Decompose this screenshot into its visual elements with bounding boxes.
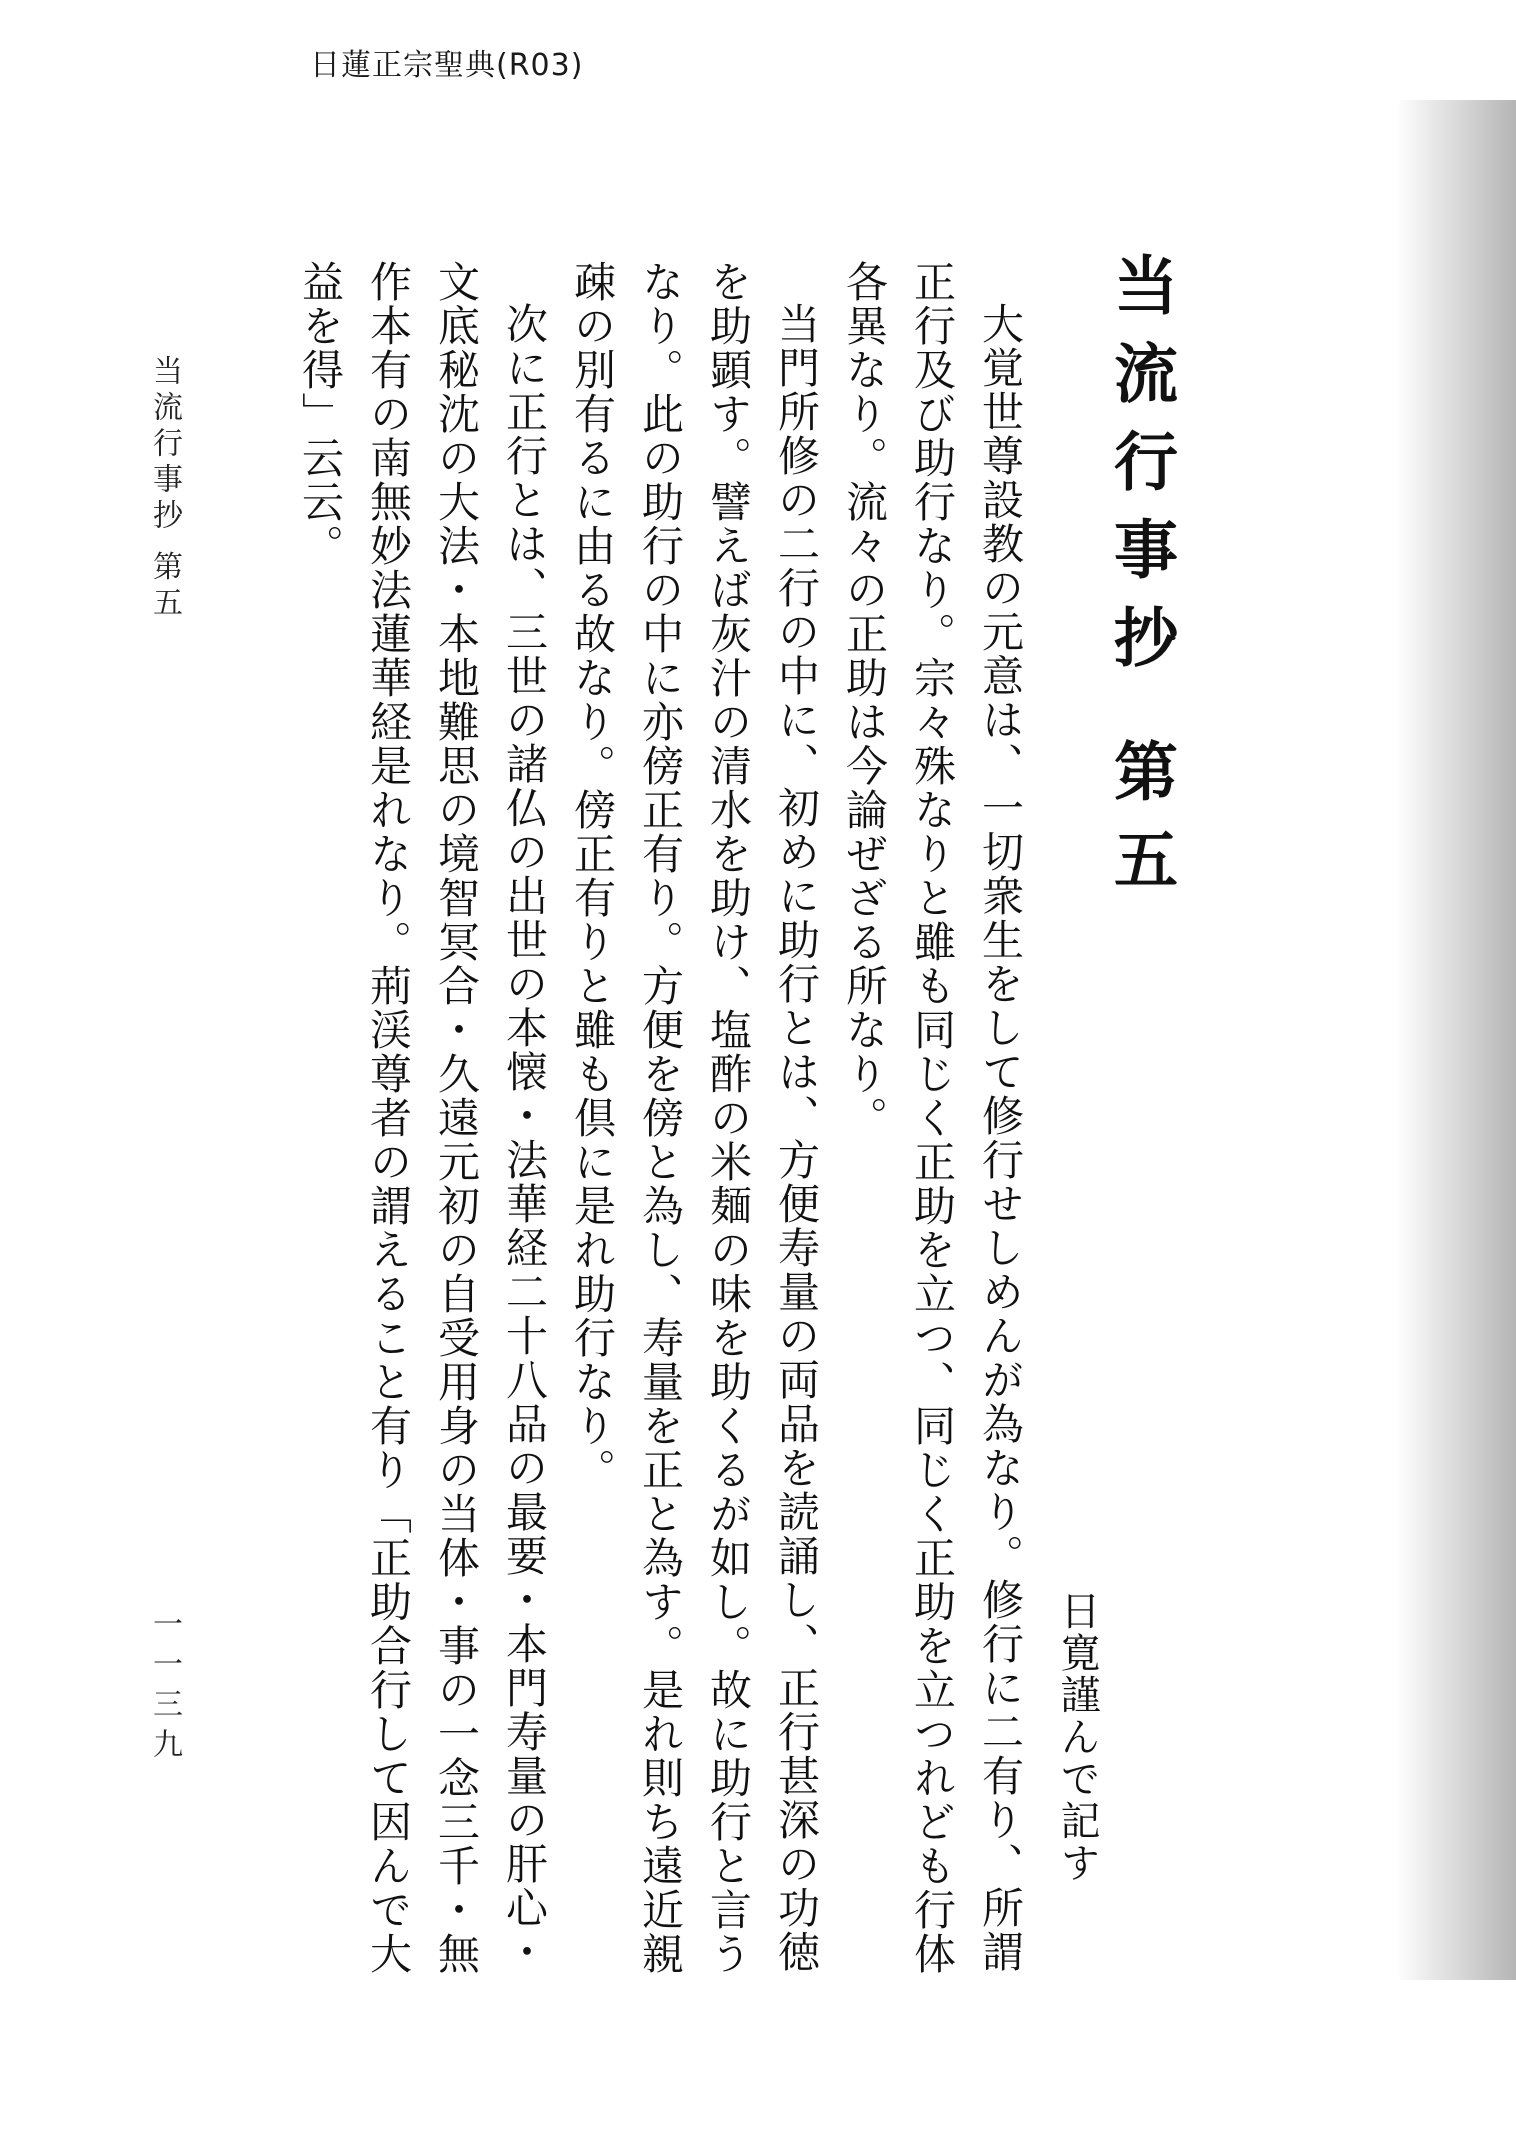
running-footer: 当流行事抄 第五 — [147, 355, 182, 623]
paragraph: 大覚世尊設教の元意は、一切衆生をして修行せしめんが為なり。修行に二有り、所謂正行及び助行なり。宗々殊なりと雖も同じく正助を立つ、同じく正助を立つれども行体各異なり。流々の正助は今論ぜざる所なり。 — [840, 260, 1025, 1976]
paragraph: 当門所修の二行の中に、初めに助行とは、方便寿量の両品を読誦し、正行甚深の功徳を助顕す。譬えば灰汁の清水を助け、塩酢の米麺の味を助くるが如し。故に助行と言うなり。此の助行の中に亦傍正有り。方便を傍と為し、寿量を正と為す。是れ則ち遠近親疎の別有るに由る故なり。傍正有りと雖も倶に是れ助行なり。 — [568, 260, 821, 1976]
page-edge-shadow — [1396, 100, 1516, 1980]
paragraph: 次に正行とは、三世の諸仏の出世の本懐・法華経二十八品の最要・本門寿量の肝心・文底秘沈の大法・本地難思の境智冥合・久遠元初の自受用身の当体・事の一念三千・無作本有の南無妙法蓮華経是れなり。荊渓尊者の謂えること有り「正助合行して因んで大益を得」云云。 — [296, 260, 549, 1976]
body-text — [286, 260, 1034, 1980]
chapter-title: 当流行事抄 第五 — [1103, 252, 1178, 915]
book-header: 日蓮正宗聖典(R03) — [310, 48, 584, 83]
page-number: 一一三九 — [147, 1608, 182, 1768]
author-line: 日寛謹んで記す — [1054, 1590, 1100, 1884]
